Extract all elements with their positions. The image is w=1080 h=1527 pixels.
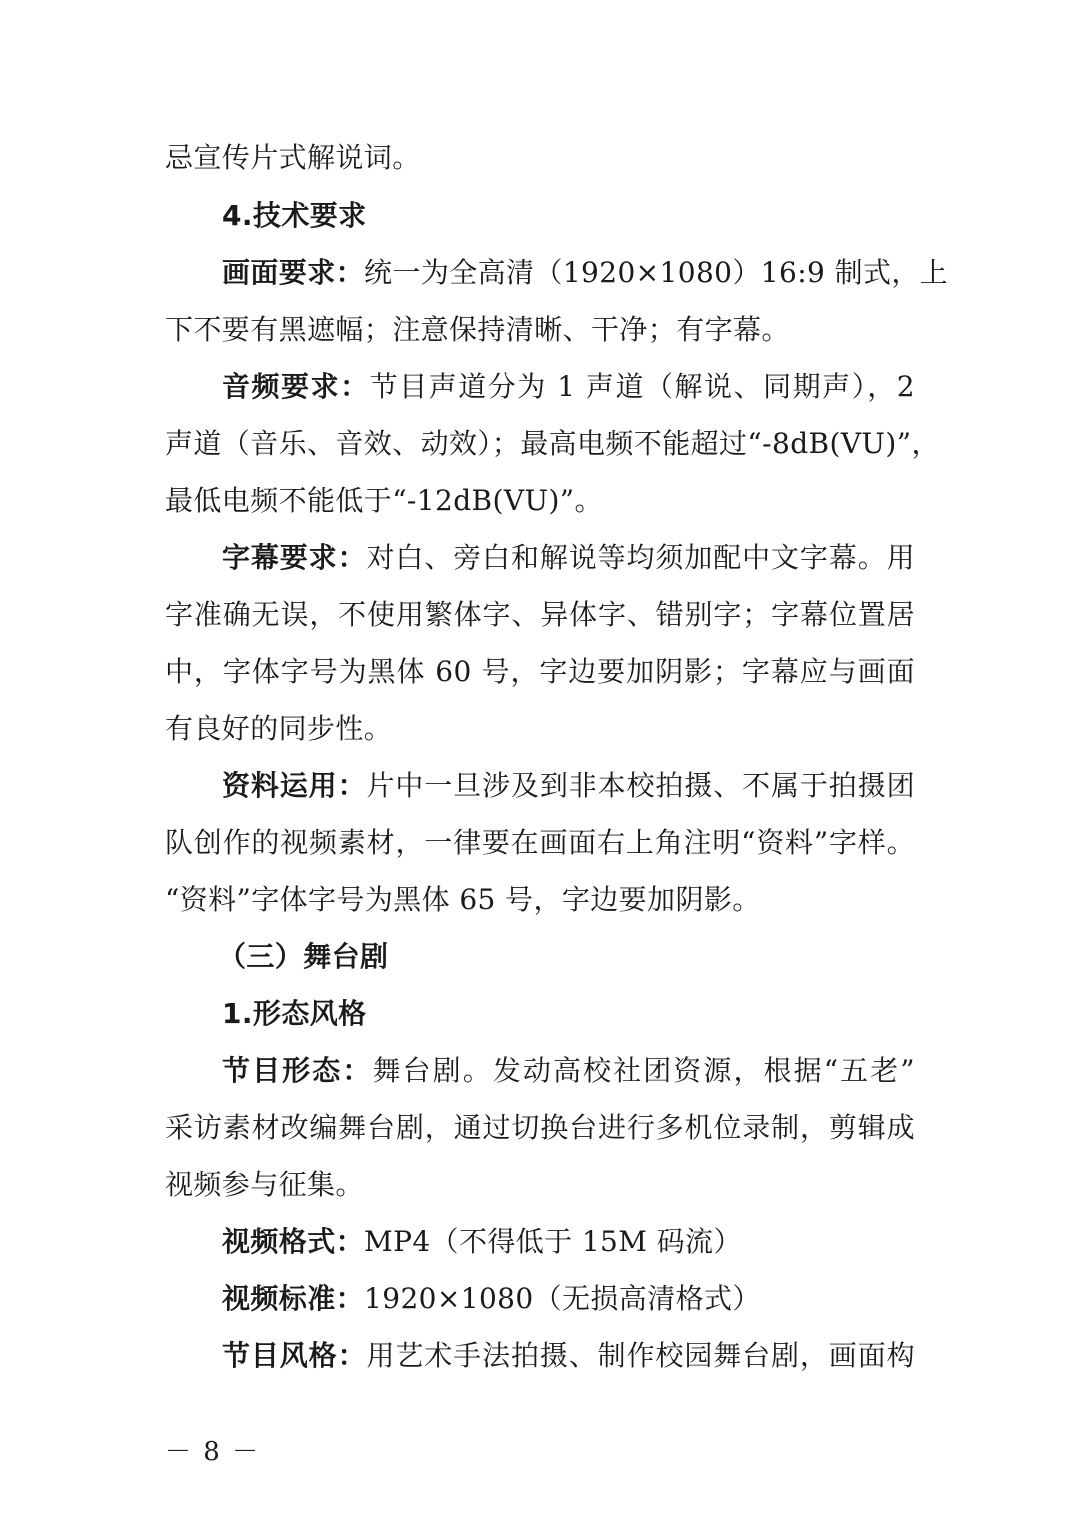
line-text: 视频参与征集。 [165,1168,364,1201]
line-text: MP4（不得低于 15M 码流） [364,1225,742,1258]
text-line [165,709,392,749]
line-text: “资料”字体字号为黑体 65 号，字边要加阴影。 [165,883,761,916]
paragraph-material-usage [222,766,915,806]
text-line [165,652,915,692]
line-text: 队创作的视频素材，一律要在画面右上角注明“资料”字样。 [165,826,915,859]
line-text: 舞台剧。发动高校社团资源，根据“五老” [372,1054,915,1087]
term-label: 节目形态： [222,1054,373,1087]
line-text: 下不要有黑遮幅；注意保持清晰、干净；有字幕。 [165,313,790,346]
section-heading-stage-play [218,937,388,977]
heading-text: 1.形态风格 [222,997,367,1030]
line-text: 用艺术手法拍摄、制作校园舞台剧，画面构 [366,1339,915,1372]
page-number: － 8 － [165,1437,261,1467]
term-label: 画面要求： [222,256,365,289]
line-text: 1920×1080（无损高清格式） [364,1282,761,1315]
term-label: 字幕要求： [222,541,367,574]
text-line [165,1108,915,1148]
paragraph-program-form [222,1051,915,1091]
term-label: 节目风格： [222,1339,367,1372]
text-line [165,481,603,521]
section-heading-technical-requirements [222,196,367,236]
line-text: 字准确无误，不使用繁体字、异体字、错别字；字幕位置居 [165,598,915,631]
text-line [165,310,790,350]
paragraph-subtitle-requirements [222,538,915,578]
term-label: 资料运用： [222,769,367,802]
line-text: 统一为全高清（1920×1080）16:9 制式，上 [364,256,949,289]
term-label: 视频格式： [222,1225,365,1258]
paragraph-picture-requirements [222,253,949,293]
heading-text: 4.技术要求 [222,199,367,232]
text-line [165,880,761,920]
line-text: 声道（音乐、音效、动效）；最高电频不能超过“-8dB(VU)”， [165,427,940,460]
text-line [165,1165,364,1205]
paragraph-program-style [222,1336,915,1376]
line-text: 采访素材改编舞台剧，通过切换台进行多机位录制，剪辑成 [165,1111,915,1144]
term-label: 音频要求： [222,370,370,403]
term-label: 视频标准： [222,1282,365,1315]
text-line-1 [165,138,421,178]
heading-text: （三）舞台剧 [218,940,389,973]
line-text: 节目声道分为 1 声道（解说、同期声），2 [369,370,915,403]
text-line [165,823,915,863]
text-line [165,595,915,635]
line-text: 片中一旦涉及到非本校拍摄、不属于拍摄团 [366,769,915,802]
line-text: 有良好的同步性。 [165,712,393,745]
paragraph-video-standard [222,1279,761,1319]
paragraph-video-format [222,1222,742,1262]
text-line [165,424,940,464]
line-text: 最低电频不能低于“-12dB(VU)”。 [165,484,603,517]
paragraph-audio-requirements [222,367,915,407]
line-text: 忌宣传片式解说词。 [165,141,421,174]
line-text: 中，字体字号为黑体 60 号，字边要加阴影；字幕应与画面 [165,655,915,688]
section-heading-form-style [222,994,367,1034]
line-text: 对白、旁白和解说等均须加配中文字幕。用 [366,541,915,574]
